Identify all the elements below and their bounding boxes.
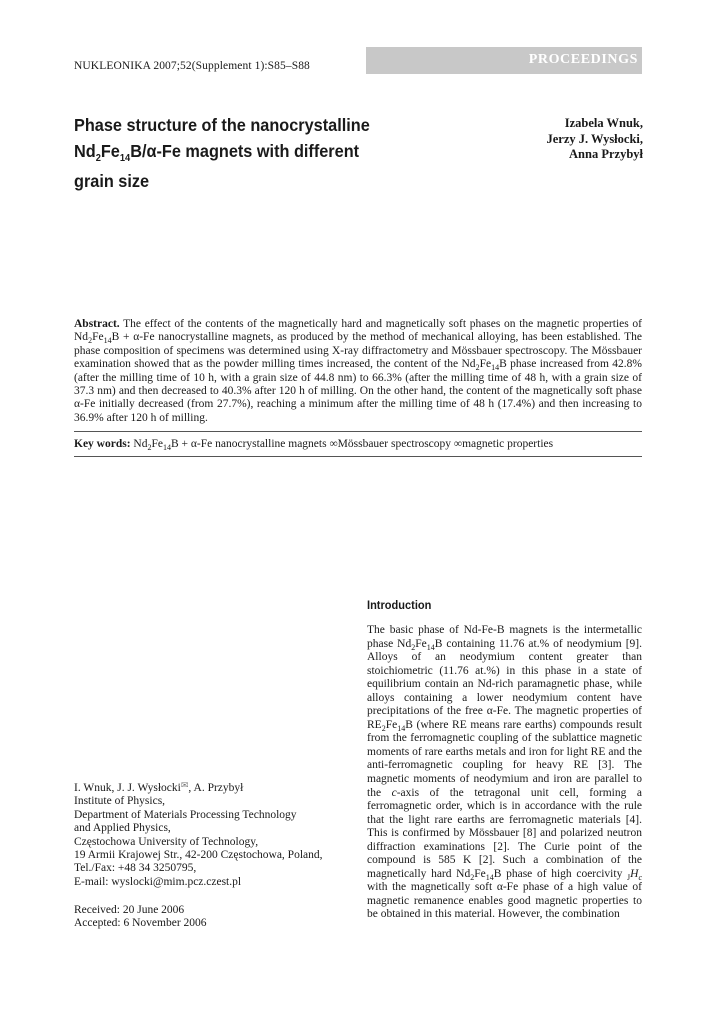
received-date: Received: 20 June 2006 — [74, 904, 185, 916]
section-label: PROCEEDINGS — [528, 52, 638, 67]
affiliation-line: 19 Armii Krajowej Str., 42-200 Częstochowa, Poland, — [74, 849, 323, 862]
accepted-date: Accepted: 6 November 2006 — [74, 917, 207, 930]
divider — [74, 456, 642, 457]
section-banner — [366, 47, 642, 74]
affiliation-line: and Applied Physics, — [74, 822, 171, 835]
journal-reference: NUKLEONIKA 2007;52(Supplement 1):S85–S88 — [74, 60, 310, 72]
keywords: Key words: $Nd_2Fe_{14}B + \alpha-Fe$ nanocrystalline magnets ∞Mössbauer spectroscopy ∞magnetic properties — [74, 438, 554, 452]
title-line-1: Phase structure of the nanocrystalline — [74, 115, 370, 135]
author-name: Anna Przybył — [569, 147, 643, 161]
author-name: Jerzy J. Wysłocki, — [546, 131, 643, 146]
author-name: Izabela Wnuk, — [564, 116, 643, 130]
divider — [74, 431, 642, 432]
title-line-3: grain size — [74, 171, 150, 191]
affiliation-line: Institute of Physics, — [74, 795, 166, 808]
submission-dates — [74, 904, 207, 931]
author-list — [546, 116, 643, 163]
affiliation-email: E-mail: wyslocki@mim.pcz.czest.pl — [74, 875, 242, 888]
introduction-text: The basic phase of Nd-Fe-B magnets is the intermetallic phase $Nd_2Fe_{14}B$ containing 11.76 at.% of neodymium [9]. Alloys of an neodymium content greater than stoichiometric (11.76 at.%) in this phase in a state of equilibrium contain an Nd-rich paramagnetic phase, while alloys containing a lower neodymium content have precipitations of the free α-Fe. The magnetic properties of $RE_2Fe_{14}B$ (where RE means rare earths) compounds result from the ferromagnetic coupling of the sublattice magnetic moments of rare earths metals and iron for light RE and the anti-ferromagnetic coupling for heavy RE [3]. The magnetic moments of neodymium and iron are parallel to the c-axis of the tetragonal unit cell, forming a ferromagnetic order, which is in accordance with the rule that the light rare earths are ferromagnetic materials [4]. This is confirmed by Mössbauer [8] and polarized neutron diffraction examinations [2]. The Curie point of the compound is 585 K [2]. Such a combination of the magnetically hard $Nd_2Fe_{14}B$ phase of high coercivity $_JH_c$ with the magnetically soft α-Fe phase of a high value of magnetic remanence enables good magnetic properties to be obtained in this material. However, the combination — [367, 624, 642, 921]
envelope-icon: ✉ — [180, 780, 189, 790]
title-line-2: $Nd_2Fe_{14}B/\alpha-Fe$ magnets with different — [74, 141, 360, 164]
affiliation-authors: I. Wnuk, J. J. Wysłocki✉, A. Przybył — [74, 780, 244, 794]
keywords-label: Key words: — [74, 438, 131, 450]
affiliation-line: Tel./Fax: +48 34 3250795, — [74, 862, 197, 875]
abstract-label: Abstract. — [74, 318, 120, 330]
abstract: Abstract. The effect of the contents of the magnetically hard and magnetically soft phases on the magnetic properties of $Nd_2Fe_{14}B + \alpha-Fe$ nanocrystalline magnets, as produced by the method of mechanical alloying, has been established. The phase composition of specimens was determined using X-ray diffractometry and Mössbauer spectroscopy. The Mössbauer examination showed that as the powder milling times increased, the content of the $Nd_2Fe_{14}B$ phase increased from 42.8% (after the milling time of 10 h, with a grain size of 44.8 nm) to 66.3% (after the milling time of 48 h, with a grain size of 37.3 nm) and then decreased to 40.3% after 120 h of milling. On the other hand, the content of the magnetically soft phase α-Fe initially decreased (from 27.7%), reaching a minimum after the milling time of 48 h (17.4%) and then increasing to 36.9% after 120 h of milling. — [74, 318, 642, 424]
section-heading: Introduction — [367, 598, 432, 612]
affiliation-line: Department of Materials Processing Technology — [74, 808, 297, 821]
paper-title — [74, 112, 409, 194]
affiliation-line: Częstochowa University of Technology, — [74, 835, 259, 848]
affiliation — [74, 782, 323, 889]
